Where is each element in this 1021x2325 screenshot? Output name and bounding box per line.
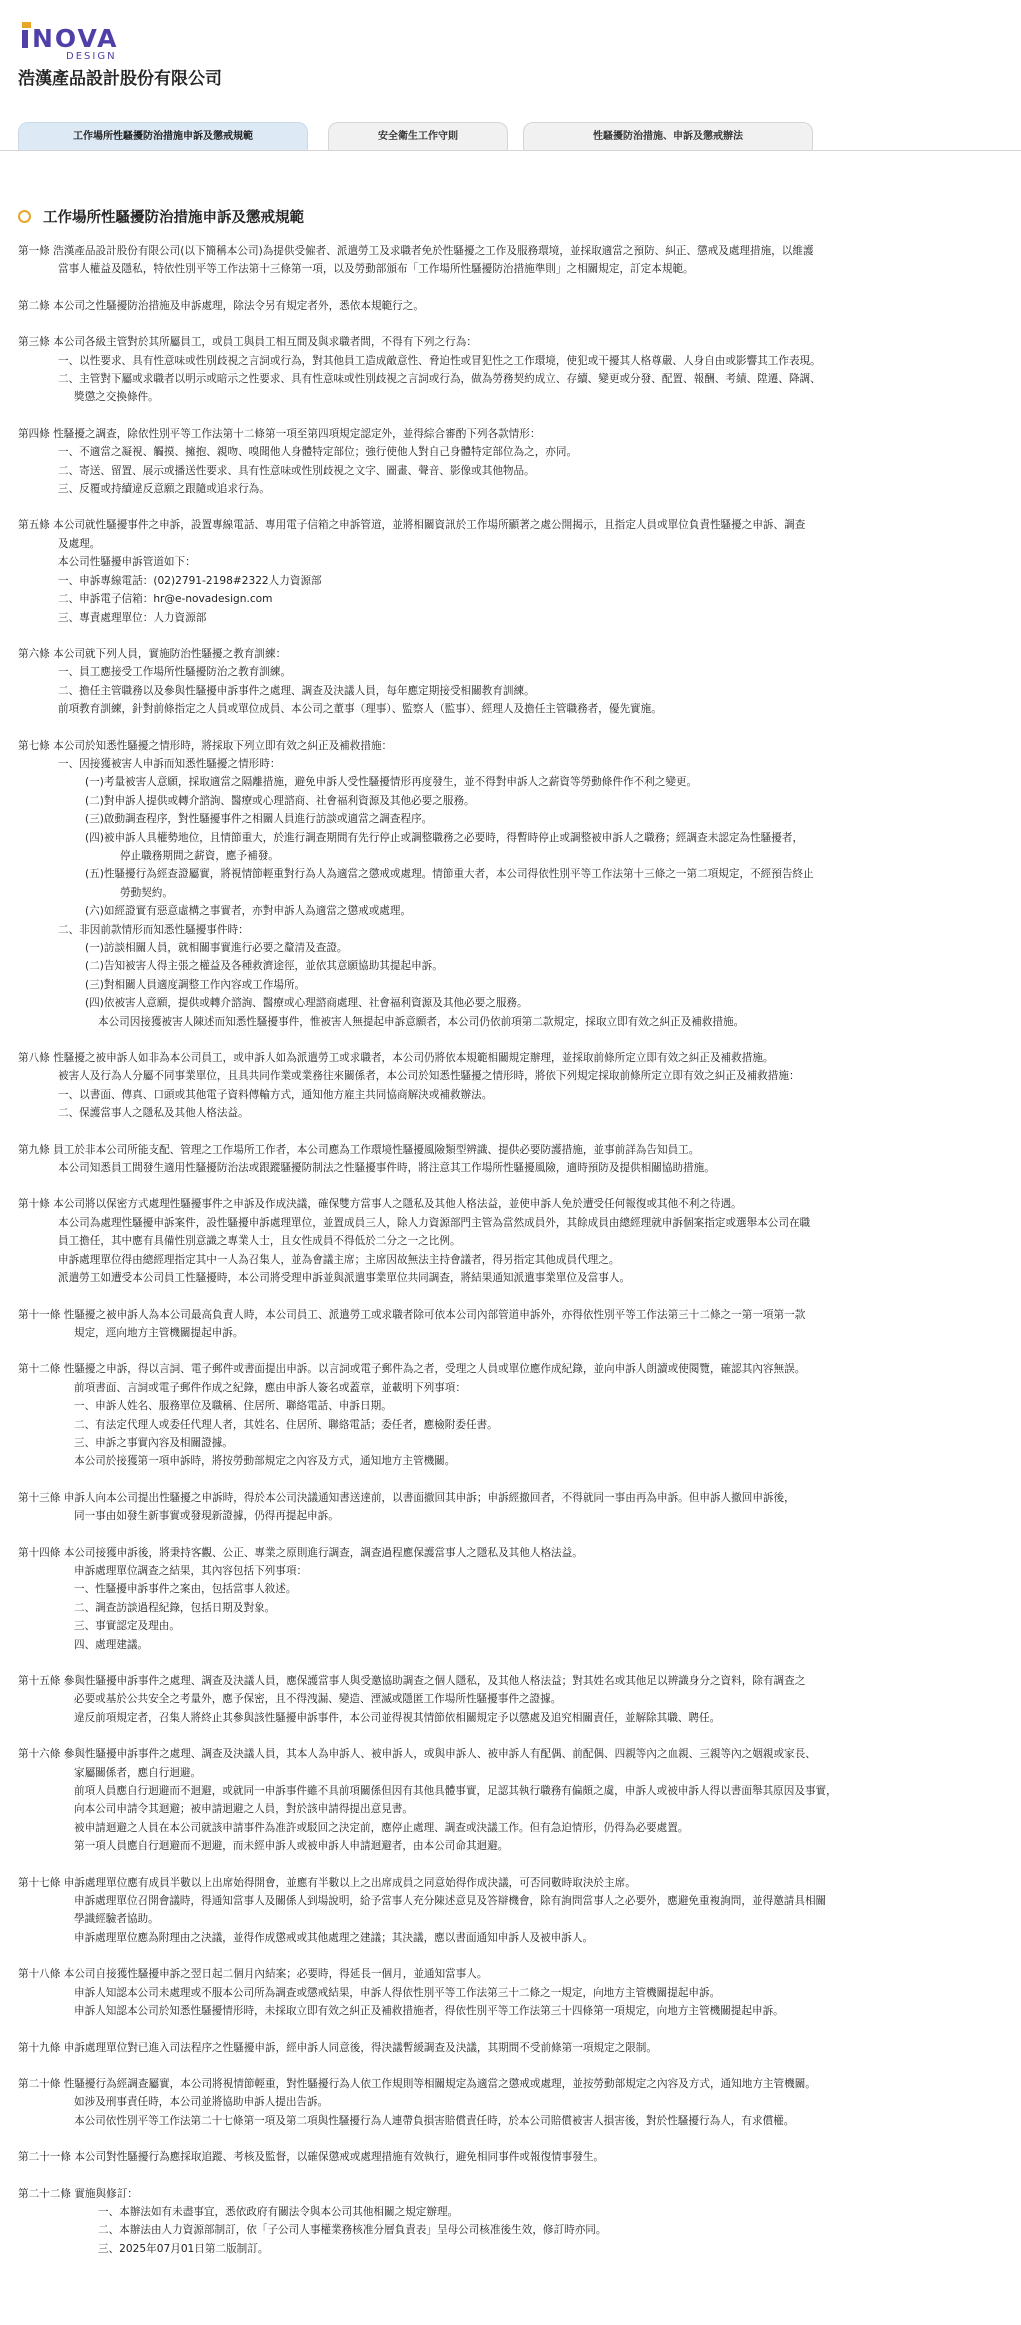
article-line — [18, 1141, 1008, 1159]
article-text: 本公司於知悉性騷擾之情形時，將採取下列立即有效之糾正及補救措施： — [53, 739, 393, 752]
article-text: (一)考量被害人意願，採取適當之隔離措施，避免申訴人受性騷擾情形再度發生，並不得對申訴人之薪資等勞動條件作不利之變更。 — [85, 776, 698, 789]
article-text: 性騷擾之被申訴人為本公司最高負責人時，本公司員工、派遣勞工或求職者除可依本公司內部管道申訴外，亦得依性別平等工作法第三十二條之一第一項第一款 — [63, 1308, 806, 1321]
article-text: 一、本辦法如有未盡事宜，悉依政府有關法令與本公司其他相關之規定辦理。 — [98, 2205, 459, 2218]
article — [18, 1745, 1008, 1855]
article-text: 一、申訴人姓名、服務單位及職稱、住居所、聯絡電話、申訴日期。 — [74, 1400, 392, 1413]
svg-text:NOVA: NOVA — [32, 24, 119, 53]
company-name: 浩漢產品設計股份有限公司 — [18, 69, 222, 89]
article-line — [18, 2203, 1008, 2221]
article-line — [18, 333, 1008, 351]
article — [18, 1544, 1008, 1654]
article-line — [18, 884, 1008, 902]
article-text: 性騷擾行為經調查屬實，本公司將視情節輕重，對性騷擾行為人依工作規則等相關規定為適當之懲戒或處理，並按勞動部規定之內容及方式，通知地方主管機關。 — [63, 2077, 816, 2090]
article-line — [18, 921, 1008, 939]
article-line — [18, 1159, 1008, 1177]
article-text: 員工於非本公司所能支配、管理之工作場所工作者，本公司應為工作環境性騷擾風險類型辨識、提供必要防護措施，並事前詳為告知員工。 — [53, 1143, 700, 1156]
article-line — [18, 297, 1008, 315]
article-line — [18, 2093, 1008, 2111]
article-text: 申訴人向本公司提出性騷擾之申訴時，得於本公司決議通知書送達前，以書面撤回其申訴；申訴經撤回者，不得就同一事由再為申訴。但申訴人撤回申訴後， — [63, 1491, 795, 1504]
article-line — [18, 1507, 1008, 1525]
article-text: 三、反覆或持續違反意願之跟隨或追求行為。 — [58, 483, 270, 496]
article-line — [18, 1617, 1008, 1635]
article-line — [18, 1269, 1008, 1287]
article-line — [18, 1397, 1008, 1415]
article-line — [18, 1379, 1008, 1397]
article-line — [18, 1360, 1008, 1378]
article-line — [18, 700, 1008, 718]
article-line — [18, 1562, 1008, 1580]
article-line — [18, 2185, 1008, 2203]
article-line — [18, 755, 1008, 773]
article-text: (四)依被害人意願，提供或轉介諮詢、醫療或心理諮商處理、社會福利資源及其他必要之服務。 — [85, 997, 528, 1010]
article-text: 二、調查訪談過程紀錄，包括日期及對象。 — [74, 1601, 276, 1614]
article-line — [18, 1452, 1008, 1470]
article-line — [18, 370, 1008, 388]
article — [18, 333, 1008, 407]
article-number: 第十二條 — [18, 1363, 64, 1376]
article — [18, 1049, 1008, 1123]
article-line — [18, 2039, 1008, 2057]
tab-safety-work-rules[interactable]: 安全衛生工作守則 — [328, 122, 508, 150]
article-text: 二、主管對下屬或求職者以明示或暗示之性要求、具有性意味或性別歧視之言詞或行為，做為勞務契約成立、存續、變更或分發、配置、報酬、考績、陞遷、降調、 — [58, 373, 821, 386]
article-line — [18, 1580, 1008, 1598]
article-text: (三)啟動調查程序，對性騷擾事件之相關人員進行訪談或適當之調查程序。 — [85, 813, 433, 826]
article-text: 本公司於接獲第一項申訴時，將按勞動部規定之內容及方式，通知地方主管機關。 — [74, 1455, 456, 1468]
article-line — [18, 737, 1008, 755]
article-number: 第十八條 — [18, 1968, 64, 1981]
article-text: 本公司依性別平等工作法第二十七條第一項及第二項與性騷擾行為人連帶負損害賠償責任時，於本公司賠償被害人損害後，對於性騷擾行為人，有求償權。 — [74, 2114, 795, 2127]
article-text: 向本公司申請令其迴避；被申請迴避之人員，對於該申請得提出意見書。 — [74, 1803, 413, 1816]
article-line — [18, 2112, 1008, 2130]
article-line — [18, 609, 1008, 627]
article — [18, 2148, 1008, 2166]
article — [18, 1306, 1008, 1343]
article-text: 申訴處理單位得由總經理指定其中一人為召集人，並為會議主席；主席因故無法主持會議者，得另指定其他成員代理之。 — [58, 1253, 620, 1266]
tab-sexual-harassment-regulations[interactable]: 工作場所性騷擾防治措施申訴及懲戒規範 — [18, 122, 308, 150]
article-text: 申訴處理單位應為附理由之決議，並得作成懲戒或其他處理之建議；其決議，應以書面通知申訴人及被申訴人。 — [74, 1931, 594, 1944]
article-line — [18, 1013, 1008, 1031]
article-number: 第二十一條 — [18, 2151, 75, 2164]
article-line — [18, 535, 1008, 553]
article-text: 二、寄送、留置、展示或播送性要求、具有性意味或性別歧視之文字、圖畫、聲音、影像或其他物品。 — [58, 464, 535, 477]
article-text: 及處理。 — [58, 537, 101, 550]
article-text: 第一項人員應自行迴避而不迴避，而未經申訴人或被申訴人申請迴避者，由本公司命其迴避。 — [74, 1840, 509, 1853]
article-line — [18, 1232, 1008, 1250]
article-line — [18, 1599, 1008, 1617]
article-text: 一、以書面、傳真、口頭或其他電子資料傳輸方式，通知他方雇主共同協商解決或補救辦法。 — [58, 1088, 493, 1101]
article-text: 一、因接獲被害人申訴而知悉性騷擾之情形時： — [58, 757, 281, 770]
article-text: 本公司因接獲被害人陳述而知悉性騷擾事件，惟被害人無提起申訴意願者，本公司仍依前項第二款規定，採取立即有效之糾正及補救措施。 — [98, 1015, 745, 1028]
article-text: 當事人權益及隱私，特依性別平等工作法第十三條第一項，以及勞動部頒布「工作場所性騷擾防治措施準則」之相關規定，訂定本規範。 — [58, 263, 694, 276]
article-line — [18, 902, 1008, 920]
page-title — [18, 205, 304, 227]
article-text: 參與性騷擾申訴事件之處理、調查及決議人員，應保護當事人與受邀協助調查之個人隱私，及其他人格法益；對其姓名或其他足以辨識身分之資料，除有調查之 — [63, 1675, 806, 1687]
article-text: 本公司各級主管對於其所屬員工，或員工與員工相互間及與求職者間，不得有下列之行為： — [53, 336, 477, 349]
article-line — [18, 260, 1008, 278]
article-number: 第十九條 — [18, 2041, 64, 2054]
article-line — [18, 425, 1008, 443]
article — [18, 1360, 1008, 1470]
article-text: 同一事由如發生新事實或發現新證據，仍得再提起申訴。 — [74, 1510, 339, 1523]
article-line — [18, 1965, 1008, 1983]
article-line — [18, 2075, 1008, 2093]
article-line — [18, 939, 1008, 957]
article-number: 第十四條 — [18, 1546, 64, 1559]
article-text: 本公司為處理性騷擾申訴案件，設性騷擾申訴處理單位，並置成員三人，除人力資源部門主管為當然成員外，其餘成員由總經理就申訴個案指定或選舉本公司在職 — [58, 1216, 811, 1229]
article-line — [18, 2221, 1008, 2239]
article-text: 一、性騷擾申訴事件之案由，包括當事人敘述。 — [74, 1583, 297, 1596]
article-line — [18, 994, 1008, 1012]
article-number: 第四條 — [18, 427, 54, 440]
article-text: 申訴人知認本公司於知悉性騷擾情形時，未採取立即有效之糾正及補救措施者，得依性別平等工作法第三十四條第一項規定，向地方主管機關提起申訴。 — [74, 2005, 784, 2018]
article-line — [18, 1709, 1008, 1727]
article — [18, 1874, 1008, 1948]
article-text: 本公司之性騷擾防治措施及申訴處理，除法令另有規定者外，悉依本規範行之。 — [53, 299, 424, 312]
article — [18, 1195, 1008, 1287]
article — [18, 1672, 1008, 1727]
article-text: 二、非因前款情形而知悉性騷擾事件時： — [58, 923, 249, 936]
article-text: 本公司就下列人員，實施防治性騷擾之教育訓練： — [53, 647, 287, 660]
article-text: 員工擔任，其中應有具備性別意識之專業人士，且女性成員不得低於二分之一之比例。 — [58, 1235, 461, 1248]
article — [18, 2185, 1008, 2259]
article-text: (五)性騷擾行為經查證屬實，將視情節輕重對行為人為適當之懲戒或處理。情節重大者，本公司得依性別平等工作法第十三條之一第二項規定，不經預告終止 — [85, 868, 814, 881]
article-line — [18, 1690, 1008, 1708]
article-line — [18, 1819, 1008, 1837]
article-text: 申訴人知認本公司未處理或不服本公司所為調查或懲戒結果，申訴人得依性別平等工作法第三十二條之一規定，向地方主管機關提起申訴。 — [74, 1986, 721, 1999]
article-number: 第十一條 — [18, 1308, 64, 1321]
article-text: 學識經驗者協助。 — [74, 1913, 159, 1926]
article-line — [18, 388, 1008, 406]
article-text: 二、有法定代理人或委任代理人者，其姓名、住居所、聯絡電話；委任者，應檢附委任書。 — [74, 1418, 498, 1431]
article-number: 第二十二條 — [18, 2187, 75, 2200]
tab-harassment-prevention-measures[interactable]: 性騷擾防治措施、申訴及懲戒辦法 — [523, 122, 813, 150]
article-line — [18, 352, 1008, 370]
article-text: 一、以性要求、具有性意味或性別歧視之言詞或行為，對其他員工造成敵意性、脅迫性或冒犯性之工作環境，使犯或干擾其人格尊嚴、人身自由或影響其工作表現。 — [58, 354, 821, 367]
article-number: 第八條 — [18, 1052, 54, 1065]
article-line — [18, 1195, 1008, 1213]
article-text: 三、專責處理單位：人力資源部 — [58, 611, 207, 624]
article-line — [18, 1874, 1008, 1892]
article-line — [18, 1764, 1008, 1782]
article-line — [18, 1984, 1008, 2002]
article-line — [18, 1104, 1008, 1122]
article-text: 二、申訴電子信箱：hr@e-novadesign.com — [58, 593, 273, 606]
article-number: 第一條 — [18, 245, 54, 257]
article-text: 被申請迴避之人員在本公司就該申請事件為准許或駁回之決定前，應停止處理、調查或決議工作。但有急迫情形，仍得為必要處置。 — [74, 1821, 689, 1834]
article-text: 前項教育訓練，針對前條指定之人員或單位成員、本公司之董事（理事）、監察人（監事）、經理人及擔任主管職務者，優先實施。 — [58, 703, 662, 716]
article — [18, 1965, 1008, 2020]
article-line — [18, 1067, 1008, 1085]
article-text: 一、申訴專線電話：(02)2791-2198#2322人力資源部 — [58, 574, 322, 587]
article-text: 申訴處理單位應有成員半數以上出席始得開會，並應有半數以上之出席成員之同意始得作成決議，可否同數時取決於主席。 — [63, 1876, 636, 1889]
article-text: 二、擔任主管職務以及參與性騷擾申訴事件之處理、調查及決議人員，每年應定期接受相關教育訓練。 — [58, 684, 535, 697]
article-line — [18, 242, 1008, 260]
article-line — [18, 957, 1008, 975]
article-text: 申訴處理單位對已進入司法程序之性騷擾申訴，經申訴人同意後，得決議暫緩調查及決議，其期間不受前條第一項規定之限制。 — [63, 2041, 657, 2054]
article-line — [18, 1251, 1008, 1269]
article-text: 前項書面、言詞或電子郵件作成之紀錄，應由申訴人簽名或蓋章，並載明下列事項： — [74, 1381, 466, 1394]
article-line — [18, 480, 1008, 498]
article-text: 四、處理建議。 — [74, 1638, 149, 1651]
article-number: 第五條 — [18, 519, 54, 532]
article-text: 本公司就性騷擾事件之申訴，設置專線電話、專用電子信箱之申訴管道，並將相關資訊於工作場所顯著之處公開揭示，且指定人員或單位負責性騷擾之申訴、調查 — [53, 519, 806, 532]
article-number: 第十條 — [18, 1198, 54, 1211]
article-line — [18, 1636, 1008, 1654]
article-text: 違反前項規定者，召集人將終止其參與該性騷擾申訴事件，本公司並得視其情節依相關規定予以懲處及追究相關責任，並解除其職、聘任。 — [74, 1711, 721, 1724]
article-text: 勞動契約。 — [120, 886, 173, 899]
article-text: 性騷擾之申訴，得以言詞、電子郵件或書面提出申訴。以言詞或電子郵件為之者，受理之人員或單位應作成紀錄，並向申訴人朗讀或使閱覽，確認其內容無誤。 — [63, 1363, 806, 1376]
article-text: 一、員工應接受工作場所性騷擾防治之教育訓練。 — [58, 666, 292, 679]
article-text: (二)告知被害人得主張之權益及各種救濟途徑，並依其意願協助其提起申訴。 — [85, 960, 443, 973]
article-text: 本公司自接獲性騷擾申訴之翌日起二個月內結案；必要時，得延長一個月，並通知當事人。 — [63, 1968, 488, 1981]
article-text: 必要或基於公共安全之考量外，應予保密，且不得洩漏、變造、湮滅或隱匿工作場所性騷擾事件之證據。 — [74, 1693, 562, 1706]
article-text: 本公司對性騷擾行為應採取追蹤、考核及監督，以確保懲戒或處理措施有效執行，避免相同事件或報復情事發生。 — [74, 2151, 605, 2164]
article-line — [18, 1672, 1008, 1690]
article-text: 性騷擾之被申訴人如非為本公司員工，或申訴人如為派遣勞工或求職者，本公司仍將依本規範相關規定辦理，並採取前條所定立即有效之糾正及補救措施。 — [53, 1052, 774, 1065]
tab-bar — [18, 122, 1003, 150]
article-text: (一)訪談相關人員，就相關事實進行必要之釐清及查證。 — [85, 942, 348, 954]
page-title-text: 工作場所性騷擾防治措施申訴及懲戒規範 — [43, 209, 304, 226]
article-text: 一、不適當之凝視、觸摸、擁抱、親吻、嗅聞他人身體特定部位；強行使他人對自己身體特定部位為之，亦同。 — [58, 446, 578, 459]
article-text: 性騷擾之調查，除依性別平等工作法第十二條第一項至第四項規定認定外，並得綜合審酌下列各款情形： — [53, 427, 541, 440]
article-line — [18, 443, 1008, 461]
article-number: 第十六條 — [18, 1748, 64, 1761]
article-line — [18, 810, 1008, 828]
article-line — [18, 1324, 1008, 1342]
article-line — [18, 1745, 1008, 1763]
article-line — [18, 792, 1008, 810]
article-number: 第二十條 — [18, 2077, 64, 2090]
article-text: 二、保護當事人之隱私及其他人格法益。 — [58, 1107, 249, 1120]
article-line — [18, 1800, 1008, 1818]
article-text: 停止職務期間之薪資，應予補發。 — [120, 849, 279, 862]
article-text: 本公司將以保密方式處理性騷擾事件之申訴及作成決議，確保雙方當事人之隱私及其他人格法益，並使申訴人免於遭受任何報復或其他不利之待遇。 — [53, 1198, 742, 1211]
article-text: (三)對相關人員適度調整工作內容或工作場所。 — [85, 978, 306, 991]
article-text: 派遣勞工如遭受本公司員工性騷擾時，本公司將受理申訴並與派遣事業單位共同調查，將結果通知派遣事業單位及當事人。 — [58, 1272, 631, 1285]
article-line — [18, 645, 1008, 663]
article-line — [18, 1306, 1008, 1324]
article-line — [18, 1544, 1008, 1562]
article — [18, 2075, 1008, 2130]
article-text: 參與性騷擾申訴事件之處理、調查及決議人員，其本人為申訴人、被申訴人，或與申訴人、被申訴人有配偶、前配偶、四親等內之血親、三親等內之姻親或家長、 — [63, 1748, 816, 1761]
article-text: (四)被申訴人具權勢地位，且情節重大，於進行調查期間有先行停止或調整職務之必要時，得暫時停止或調整被申訴人之職務；經調查未認定為性騷擾者， — [85, 831, 804, 844]
article-text: 被害人及行為人分屬不同事業單位，且具共同作業或業務往來關係者，本公司於知悉性騷擾之情形時，將依下列規定採取前條所定立即有效之糾正及補救措施： — [58, 1070, 800, 1083]
article-line — [18, 1489, 1008, 1507]
article — [18, 737, 1008, 1032]
article-text: 三、2025年07月01日第二版制訂。 — [98, 2242, 269, 2255]
article-text: 家屬關係者，應自行迴避。 — [74, 1766, 202, 1779]
article-line — [18, 663, 1008, 681]
article-number: 第二條 — [18, 299, 54, 312]
article-text: 本公司性騷擾申訴管道如下： — [58, 556, 196, 569]
article-line — [18, 1910, 1008, 1928]
article-number: 第十五條 — [18, 1675, 64, 1687]
article-text: (六)如經證實有惡意虛構之事實者，亦對申訴人為適當之懲戒或處理。 — [85, 905, 412, 918]
article-line — [18, 829, 1008, 847]
article-line — [18, 1892, 1008, 1910]
article-line — [18, 682, 1008, 700]
article-line — [18, 847, 1008, 865]
article-number: 第七條 — [18, 739, 54, 752]
article-text: 二、本辦法由人力資源部制訂，依「子公司人事權業務核准分層負責表」呈母公司核准後生效，修訂時亦同。 — [98, 2224, 607, 2237]
svg-text:DESIGN: DESIGN — [66, 51, 117, 60]
article-number: 第十三條 — [18, 1491, 64, 1504]
article-text: 如涉及刑事責任時，本公司並將協助申訴人提出告訴。 — [74, 2096, 329, 2109]
article-line — [18, 1214, 1008, 1232]
article-line — [18, 572, 1008, 590]
article-line — [18, 590, 1008, 608]
article-line — [18, 1086, 1008, 1104]
article-text: 三、申訴之事實內容及相關證據。 — [74, 1436, 233, 1449]
article-line — [18, 865, 1008, 883]
article-number: 第三條 — [18, 336, 54, 349]
article-text: 申訴處理單位召開會議時，得通知當事人及關係人到場說明，給予當事人充分陳述意見及答辯機會，除有詢問當事人之必要外，應避免重複詢問，並得邀請具相關 — [74, 1895, 827, 1908]
article — [18, 1141, 1008, 1178]
article-number: 第十七條 — [18, 1876, 64, 1889]
article-line — [18, 2148, 1008, 2166]
article-text: 申訴處理單位調查之結果，其內容包括下列事項： — [74, 1564, 308, 1577]
nova-design-logo[interactable] — [18, 18, 138, 60]
tab-divider — [0, 150, 1021, 151]
article-text: 三、事實認定及理由。 — [74, 1620, 180, 1633]
article-text: 本公司知悉員工間發生適用性騷擾防治法或跟蹤騷擾防制法之性騷擾事件時，將注意其工作場所性騷擾風險，適時預防及提供相關協助措施。 — [58, 1162, 715, 1175]
article-line — [18, 1837, 1008, 1855]
page-header — [0, 0, 1021, 142]
article-line — [18, 462, 1008, 480]
article-number: 第九條 — [18, 1143, 54, 1156]
article-line — [18, 1416, 1008, 1434]
article-text: 獎懲之交換條件。 — [74, 391, 159, 404]
article — [18, 297, 1008, 315]
article — [18, 1489, 1008, 1526]
article-text: 浩漢產品設計股份有限公司(以下簡稱本公司)為提供受僱者、派遣勞工及求職者免於性騷擾之工作及服務環境，並採取適當之預防、糾正、懲戒及處理措施，以維護 — [53, 245, 814, 257]
article-line — [18, 553, 1008, 571]
article-text: 前項人員應自行迴避而不迴避，或就同一申訴事件雖不具前項關係但因有其他具體事實，足認其執行職務有偏頗之虞，申訴人或被申訴人得以書面舉其原因及事實， — [74, 1785, 837, 1798]
article-line — [18, 1049, 1008, 1067]
article-text: 規定，逕向地方主管機關提起申訴。 — [74, 1326, 244, 1339]
article-line — [18, 773, 1008, 791]
article — [18, 645, 1008, 719]
article — [18, 425, 1008, 499]
article — [18, 516, 1008, 626]
article-text: 本公司接獲申訴後，將秉持客觀、公正、專業之原則進行調查，調查過程應保護當事人之隱私及其他人格法益。 — [63, 1546, 583, 1559]
article — [18, 242, 1008, 279]
articles-body — [18, 242, 1008, 2276]
article-line — [18, 1929, 1008, 1947]
article-line — [18, 1434, 1008, 1452]
article-line — [18, 2002, 1008, 2020]
bullet-circle-icon — [18, 210, 31, 223]
article-line — [18, 1782, 1008, 1800]
article-line — [18, 2240, 1008, 2258]
article — [18, 2039, 1008, 2057]
article-line — [18, 976, 1008, 994]
article-number: 第六條 — [18, 647, 54, 660]
article-text: 實施與修訂： — [74, 2187, 138, 2200]
article-text: (二)對申訴人提供或轉介諮詢、醫療或心理諮商、社會福利資源及其他必要之服務。 — [85, 794, 475, 807]
article-line — [18, 516, 1008, 534]
